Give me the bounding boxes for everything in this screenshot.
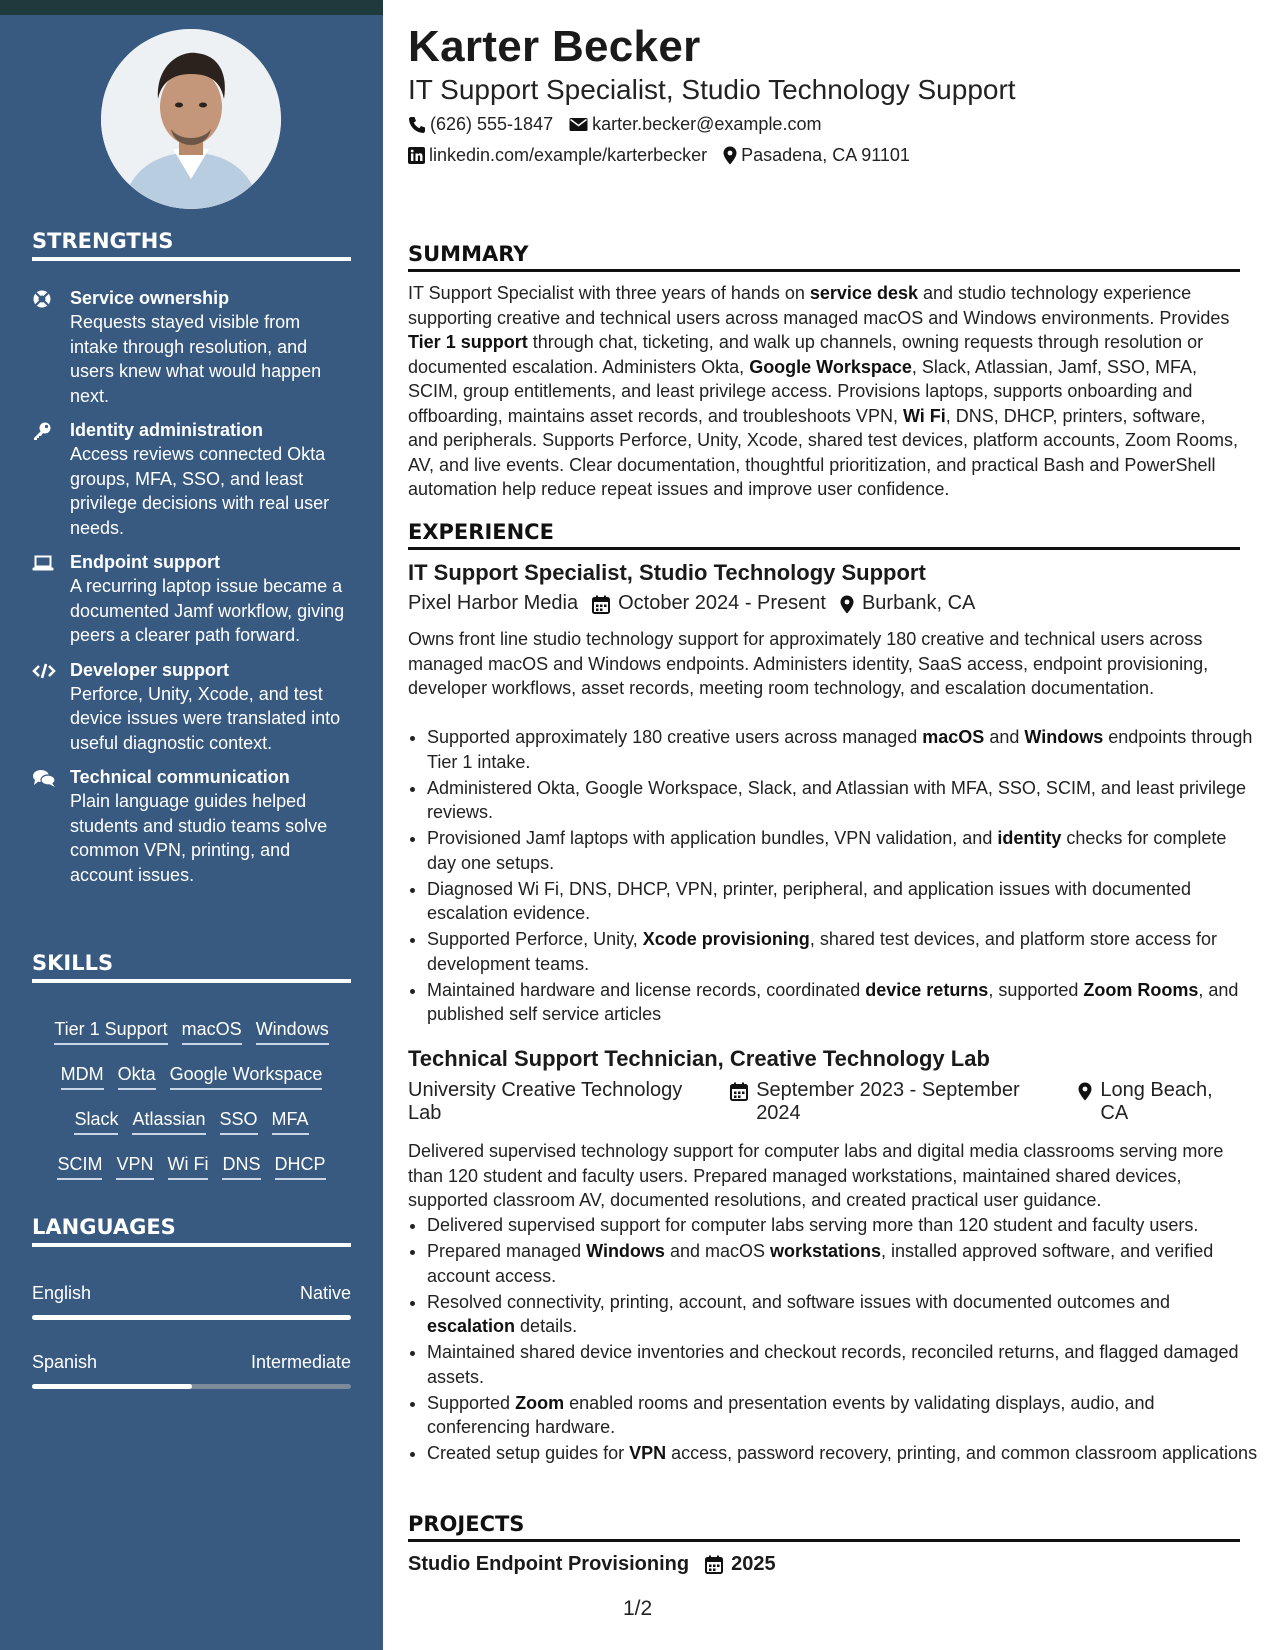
job-bullet: • Prepared managed Windows and macOS workstations, installed approved software, and verified account access. (427, 1239, 1259, 1288)
summary-heading: SUMMARY (408, 242, 1240, 272)
life-ring-icon (32, 289, 54, 309)
language-item (32, 1352, 351, 1389)
candidate-name: Karter Becker (408, 22, 701, 71)
email-contact[interactable] (569, 114, 821, 135)
skill-tag: Okta (118, 1063, 156, 1090)
strength-item (32, 766, 352, 887)
skills-list (32, 1018, 351, 1198)
key-icon (32, 421, 54, 441)
project-item (408, 1553, 776, 1576)
envelope-icon (569, 117, 588, 132)
strength-description: Perforce, Unity, Xcode, and test device issues were translated into useful diagnostic context. (70, 683, 341, 753)
email-text: karter.becker@example.com (592, 114, 822, 134)
location-contact (723, 145, 910, 166)
job-bullets (408, 1213, 1259, 1468)
job-title: Technical Support Technician, Creative Technology Lab (408, 1046, 990, 1071)
strength-item (32, 659, 352, 756)
job-bullet: • Administered Okta, Google Workspace, Slack, and Atlassian with MFA, SSO, SCIM, and least privilege reviews. (427, 776, 1259, 825)
job-dates (730, 1079, 1064, 1125)
job-bullets (408, 725, 1259, 1029)
skill-tag: Slack (74, 1108, 118, 1135)
summary-text: IT Support Specialist with three years of hands on service desk and studio technology experience supporting creative and technical users across managed macOS and Windows environments. Provides Tier 1 support through chat, ticketing, and walk up channels, owning requests through resolution or documented escalation. Administers Okta, Google Workspace, Slack, Atlassian, Jamf, SSO, MFA, SCIM, group entitlements, and least privilege access. Provisions laptops, supports onboarding and offboarding, maintains asset records, and troubleshoots VPN, Wi Fi, DNS, DHCP, printers, software, and peripherals. Supports Perforce, Unity, Xcode, shared test devices, platform accounts, Zoom Rooms, AV, and live events. Clear documentation, thoughtful prioritization, and practical Bash and PowerShell automation help reduce repeat issues and improve user confidence. (408, 283, 1239, 499)
job-company: Pixel Harbor Media (408, 592, 579, 614)
strength-description: Access reviews connected Okta groups, MFA, SSO, and least privilege decisions with real user needs. (70, 444, 330, 538)
job-location (1078, 1079, 1226, 1125)
strength-item (32, 419, 352, 540)
map-pin-icon (840, 595, 854, 614)
job-bullet: • Resolved connectivity, printing, account, and software issues with documented outcomes and escalation details. (427, 1290, 1259, 1339)
calendar-icon (592, 595, 610, 614)
sidebar (0, 15, 383, 1650)
skill-tag: VPN (116, 1153, 153, 1180)
language-proficiency-bar (32, 1315, 351, 1320)
language-proficiency-fill (32, 1315, 351, 1320)
map-pin-icon (723, 146, 737, 165)
contact-row (408, 145, 926, 166)
phone-icon (408, 116, 426, 134)
job-bullet: • Supported approximately 180 creative users across managed macOS and Windows endpoints through Tier 1 intake. (427, 725, 1259, 774)
skill-tag: Tier 1 Support (54, 1018, 167, 1045)
job-company: University Creative Technology Lab (408, 1079, 683, 1124)
skill-tag: Google Workspace (170, 1063, 323, 1090)
projects-heading: PROJECTS (408, 1512, 1240, 1542)
job-meta (408, 592, 1240, 615)
strength-title: Identity administration (70, 420, 264, 440)
laptop-icon (32, 553, 54, 573)
skill-tag: DNS (222, 1153, 260, 1180)
skills-heading: SKILLS (32, 951, 351, 983)
strength-item (32, 287, 352, 408)
job-bullet: • Diagnosed Wi Fi, DNS, DHCP, VPN, printer, peripheral, and application issues with documented escalation evidence. (427, 877, 1259, 926)
language-proficiency-fill (32, 1384, 192, 1389)
job-bullet: • Delivered supervised support for computer labs serving more than 120 student and faculty users. (427, 1213, 1259, 1238)
linkedin-icon (408, 147, 425, 164)
phone-text: (626) 555-1847 (430, 114, 554, 134)
job-bullet: • Supported Perforce, Unity, Xcode provisioning, shared test devices, and platform store access for development teams. (427, 927, 1259, 976)
skill-tag: SCIM (57, 1153, 102, 1180)
calendar-icon (730, 1082, 748, 1101)
code-icon (32, 661, 54, 681)
language-name: English (32, 1283, 92, 1303)
job-dates-text: October 2024 - Present (618, 592, 826, 614)
languages-heading: LANGUAGES (32, 1215, 351, 1247)
job-meta (408, 1079, 1240, 1125)
strength-description: A recurring laptop issue became a documented Jamf workflow, giving peers a clearer path forward. (70, 576, 345, 645)
job-summary: Owns front line studio technology support for approximately 180 creative and technical users across managed macOS and Windows endpoints. Administers identity, SaaS access, endpoint provisioning, developer workflows, asset records, meeting room technology, and escalation documentation. (408, 629, 1209, 698)
linkedin-text: linkedin.com/example/karterbecker (429, 145, 708, 165)
skill-tag: Windows (256, 1018, 329, 1045)
skill-tag: Wi Fi (168, 1153, 209, 1180)
job-bullet: • Created setup guides for VPN access, password recovery, printing, and common classroom applications (427, 1441, 1259, 1466)
strength-description: Plain language guides helped students and studio teams solve common VPN, printing, and account issues. (70, 791, 328, 885)
job-location-text: Burbank, CA (861, 592, 976, 614)
job-summary: Delivered supervised technology support for computer labs and digital media classrooms serving more than 120 student and faculty users. Prepared managed workstations, maintained shared devices, supported classroom AV, documented resolutions, and created practical user guidance. (408, 1141, 1224, 1210)
language-item (32, 1283, 351, 1320)
strength-item (32, 551, 352, 648)
skill-tag: MFA (272, 1108, 309, 1135)
location-text: Pasadena, CA 91101 (741, 145, 910, 165)
language-level: Intermediate (250, 1352, 351, 1372)
strength-title: Service ownership (70, 288, 230, 308)
job-dates-text: September 2023 - September 2024 (756, 1079, 1020, 1124)
strengths-heading: STRENGTHS (32, 229, 351, 261)
job-dates (592, 592, 826, 615)
strengths-list (32, 287, 352, 898)
candidate-title: IT Support Specialist, Studio Technology Support (408, 74, 1016, 105)
strength-title: Developer support (70, 659, 230, 680)
strength-title: Technical communication (70, 767, 290, 787)
job-bullet: • Maintained hardware and license records, coordinated device returns, supported Zoom Rooms, and published self service articles (427, 978, 1259, 1027)
job-bullet: • Maintained shared device inventories and checkout records, reconciled returns, and flagged damaged assets. (427, 1340, 1259, 1389)
linkedin-contact[interactable] (408, 145, 707, 166)
skill-tag: DHCP (275, 1153, 326, 1180)
calendar-icon (705, 1555, 723, 1574)
project-year: 2025 (731, 1553, 776, 1575)
contact-row (408, 114, 837, 135)
strength-title: Endpoint support (70, 552, 220, 572)
page-number: 1/2 (623, 1597, 653, 1620)
skills-row (32, 1063, 351, 1108)
experience-heading: EXPERIENCE (408, 520, 1240, 550)
comments-icon (32, 768, 54, 788)
job-bullet: • Supported Zoom enabled rooms and presentation events by validating displays, audio, and conferencing hardware. (427, 1391, 1259, 1440)
job-location (840, 592, 975, 615)
map-pin-icon (1078, 1082, 1092, 1101)
skill-tag: Atlassian (132, 1108, 205, 1135)
strength-description: Requests stayed visible from intake through resolution, and users knew what would happen next. (70, 312, 322, 406)
skill-tag: MDM (61, 1063, 104, 1090)
skill-tag: macOS (182, 1018, 242, 1045)
project-name: Studio Endpoint Provisioning (408, 1553, 690, 1575)
skills-row (32, 1153, 351, 1198)
language-level: Native (299, 1283, 351, 1303)
skills-row (32, 1018, 351, 1063)
skills-row (32, 1108, 351, 1153)
language-proficiency-bar (32, 1384, 351, 1389)
job-bullet: • Provisioned Jamf laptops with application bundles, VPN validation, and identity checks for complete day one setups. (427, 826, 1259, 875)
skill-tag: SSO (220, 1108, 258, 1135)
job-location-text: Long Beach, CA (1100, 1079, 1213, 1124)
language-name: Spanish (32, 1352, 98, 1372)
job-title: IT Support Specialist, Studio Technology Support (408, 560, 926, 585)
phone-contact[interactable] (408, 114, 553, 135)
top-accent-bar (0, 0, 383, 15)
profile-photo (101, 29, 281, 209)
